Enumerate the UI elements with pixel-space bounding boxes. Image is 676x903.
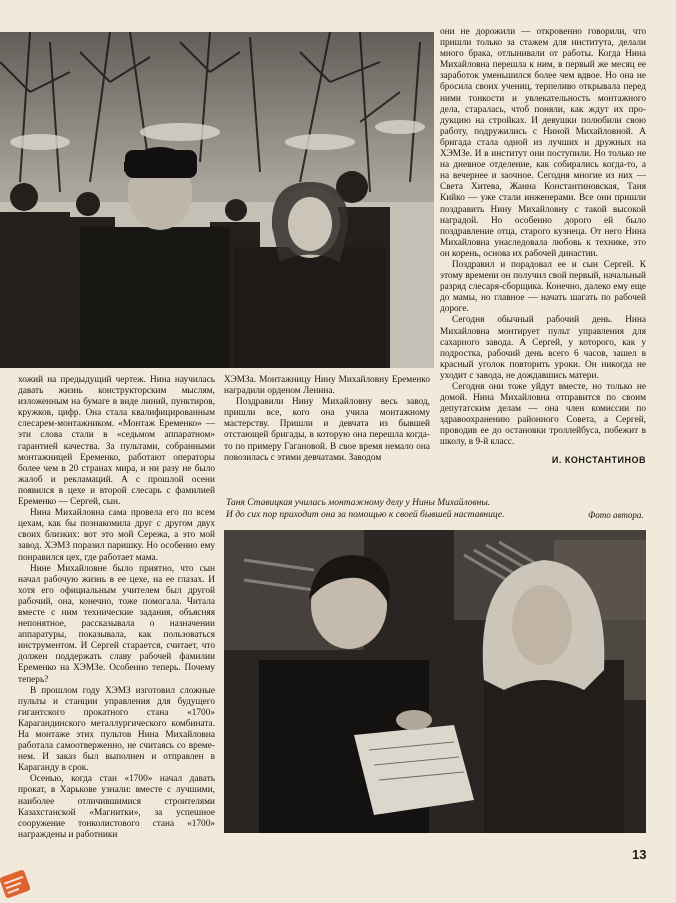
paragraph: Осенью, когда стан «1700» начал давать прокат, в Харькове узнали: вместе с лучшими, наиболее отличившимися строителями Казахстанской «Магнитки», за успешное сооружение тонколистового стана «1700» награждены и работники (18, 774, 215, 840)
paragraph: Поздравил и порадовал ее и сын Сергей. К этому времени он получил свой первый, начальный разряд слесаря-сборщика. Конечно, далеко ему еще до мамы, но главное — начать шагать по рабочей дороге. (440, 259, 646, 315)
caption-line-1: Таня Ставицкая училась монтажному делу у Нины Михайловны. (226, 498, 491, 508)
paragraph: ХЭМЗа. Монтажницу Нину Михайловну Еременко наградили орденом Ленина. (224, 375, 430, 397)
paragraph: Нина Михайловна сама провела его по всем цехам, как бы познакомила друг с другом двух своих близких: вот это мой Сережа, а это мой завод. ХЭМЗ поразил паришку. Но особенно ему понравился цех, где работает мама. (18, 508, 215, 563)
top-photo (0, 32, 434, 368)
paragraph: они не дорожили — откровенно говорили, что пришли только за стажем для института, делали много брака, отлынивали от работы. Когда Нина Михайловна перешла к ним, в первый же месяц ее заработок уменьшился более чем вдвое. Но она не бросила своих учениц, терпеливо открывала перед ними тонкости и увлекательность монтажного дела, старалась, чтоб поняли, как ждут их продукцию на стройках. И девушки полюбили свою работу, подружились с Ниной Михайловной. А бригада стала одной из лучших и дружных на ХЭМЗе. И в институт они поступили. Но только не на дневное отделение, как собирались когда-то, а на вечернее и заочное. Сегодня многие из них — Света Хитева, Жанна Константиновская, Таня Кийко — уже стали инженерами. Все они пришли поздравить Нину Михайловну с такой высокой наградой. Но особенно дорого ей было поздравление отца, старого кузнеца. От него Нина Михайловна унаследовала любовь к технике, это он корень, основа их рабочей династии. (440, 27, 646, 259)
paragraph: хожий на предыдущий чертеж. Нина научилась давать жизнь конструкторским мыслям, изложенным на бумаге в виде линий, пунктиров, кружков, цифр. Она стала квалифицированным слесарем-монтажником. «Монтаж Еременко» — эти слова стали в «седьмом аппаратном» гарантией качества. За пультами, собранными монтажницей Еременко, работают операторы более чем в 20 странах мира, и ни разу не было жалоб и рекламаций. А с прошлой осени появился в цехе и второй слесарь с фамилией Еременко — Сергей, сын. (18, 375, 215, 508)
stamp-icon (0, 869, 31, 899)
left-column (18, 375, 215, 845)
paragraph: Нине Михайловне было приятно, что сын начал рабочую жизнь в ее цехе, на ее глазах. И хотя его официальным учителем был другой рабочий, она, конечно, тоже помогала. Читала вместе с ним технические задания, объясняя непонятное, рассказывала о назначении аппаратуры, показывала, как пользоваться инструментом. И Сергей старается, считает, что должен поддержать славу рабочей фамилии Еременко на ХЭМЗе. Особенно теперь. Почему теперь? (18, 563, 215, 685)
right-column-top (440, 27, 646, 465)
paragraph: Сегодня они тоже уйдут вместе, но только не домой. Нина Михайловна отправится по своим депутатским делам — она член комиссии по здравоохранению районного Совета, а Сергей, проводив ее до остановки троллейбуса, побежит в школу, в 9-й класс. (440, 382, 646, 448)
workshop-women-photo-icon (224, 530, 646, 833)
paragraph: Сегодня обычный рабочий день. Нина Михайловна монтирует пульт управления для сахарного завода. А Сергей, у которого, как у подростка, рабочий день всего 6 часов, зашел в красный уголок повторить уроки. Он никогда не уходит с завода, не дождавшись матери. (440, 315, 646, 381)
winter-crowd-photo-icon (0, 32, 434, 368)
photo-credit: Фото автора. (588, 510, 644, 520)
stamp-logo (0, 869, 31, 899)
caption-line-2: И до сих пор приходит она за помощью к своей бывшей наставнице. (226, 509, 505, 520)
middle-column (224, 375, 430, 470)
paragraph: Поздравили Нину Михайловну весь завод, пришли все, кого она учила монтажному мастерству. Пришли и девчата из бывшей отстающей бригады, в которую она перешла когда-то по примеру Гагановой. В свое время немало она повозилась с этими девчатами. Заводом (224, 397, 430, 463)
bottom-photo (224, 530, 646, 833)
photo-caption (226, 498, 586, 521)
paragraph: В прошлом году ХЭМЗ изготовил сложные пульты и станции управления для будущего гигантского прокатного стана «1700» Карагандинского металлургического комбината. На монтаже этих пультов Нина Михайловна работала самоотверженно, не считаясь со временем. И заказ был выполнен и отправлен в Караганду в срок. (18, 685, 215, 774)
author-byline: И. КОНСТАНТИНОВ (551, 454, 646, 465)
page-number: 13 (632, 847, 647, 862)
